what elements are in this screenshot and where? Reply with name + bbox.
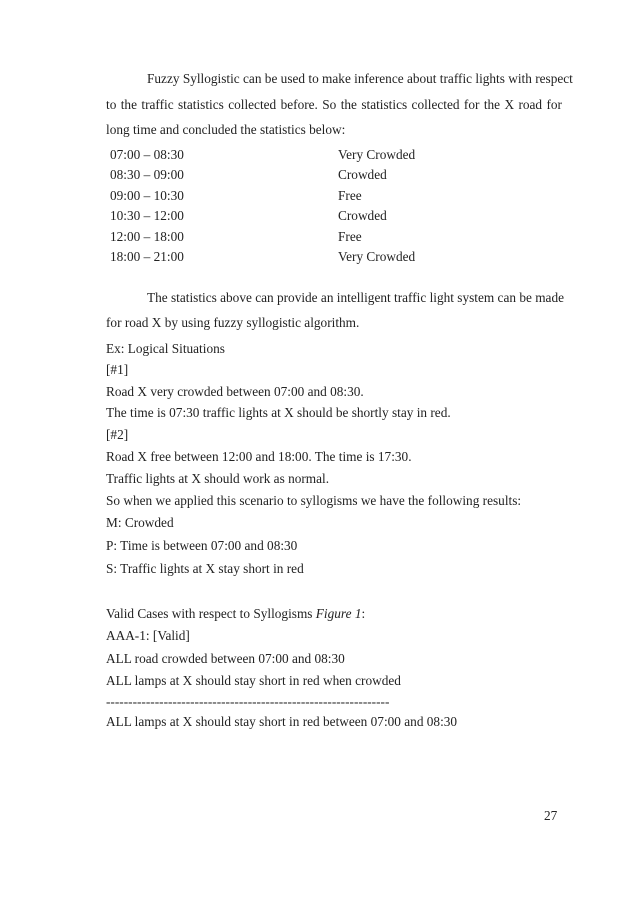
valid-case-line: AAA-1: [Valid] — [106, 628, 190, 643]
valid-case-line: ALL lamps at X should stay short in red when crowded — [106, 673, 401, 688]
traffic-status: Free — [338, 229, 362, 244]
traffic-status: Very Crowded — [338, 147, 416, 162]
time-range: 08:30 – 09:00 — [110, 167, 184, 182]
traffic-status: Crowded — [338, 208, 387, 223]
intro-line-2: to the traffic statistics collected before. So the statistics collected for the X road for — [106, 97, 562, 112]
traffic-status: Crowded — [338, 167, 387, 182]
body-line: P: Time is between 07:00 and 08:30 — [106, 538, 298, 553]
traffic-status: Very Crowded — [338, 249, 416, 264]
valid-cases-prefix: Valid Cases with respect to Syllogisms — [106, 606, 316, 621]
time-range: 10:30 – 12:00 — [110, 208, 184, 223]
valid-case-line: ALL lamps at X should stay short in red between 07:00 and 08:30 — [106, 714, 458, 729]
figure-reference: Figure 1 — [315, 606, 362, 621]
time-range: 07:00 – 08:30 — [110, 147, 184, 162]
body-line: Traffic lights at X should work as normal. — [106, 471, 330, 486]
time-range: 09:00 – 10:30 — [110, 188, 184, 203]
body-line: Ex: Logical Situations — [106, 341, 225, 356]
body-line: [#1] — [106, 362, 129, 377]
body-line: M: Crowded — [106, 515, 174, 530]
page-number: 27 — [544, 808, 558, 823]
para2-line-1: The statistics above can provide an intelligent traffic light system can be made — [147, 290, 564, 305]
valid-case-line: ALL road crowded between 07:00 and 08:30 — [106, 651, 345, 666]
valid-cases-heading — [106, 606, 365, 622]
intro-line-1: Fuzzy Syllogistic can be used to make inference about traffic lights with respect — [147, 71, 573, 86]
intro-line-3: long time and concluded the statistics below: — [106, 122, 346, 137]
body-line: S: Traffic lights at X stay short in red — [106, 561, 304, 576]
valid-cases-suffix: : — [361, 606, 366, 621]
traffic-status: Free — [338, 188, 362, 203]
body-line: The time is 07:30 traffic lights at X should be shortly stay in red. — [106, 405, 451, 420]
time-range: 12:00 – 18:00 — [110, 229, 184, 244]
body-line: Road X very crowded between 07:00 and 08:30. — [106, 384, 364, 399]
body-line: [#2] — [106, 427, 129, 442]
para2-line-2: for road X by using fuzzy syllogistic algorithm. — [106, 315, 360, 330]
time-range: 18:00 – 21:00 — [110, 249, 184, 264]
body-line: Road X free between 12:00 and 18:00. The time is 17:30. — [106, 449, 412, 464]
body-line: So when we applied this scenario to syllogisms we have the following results: — [106, 493, 522, 508]
divider-dashes: ---------------------------------------------------------------- — [106, 694, 390, 709]
